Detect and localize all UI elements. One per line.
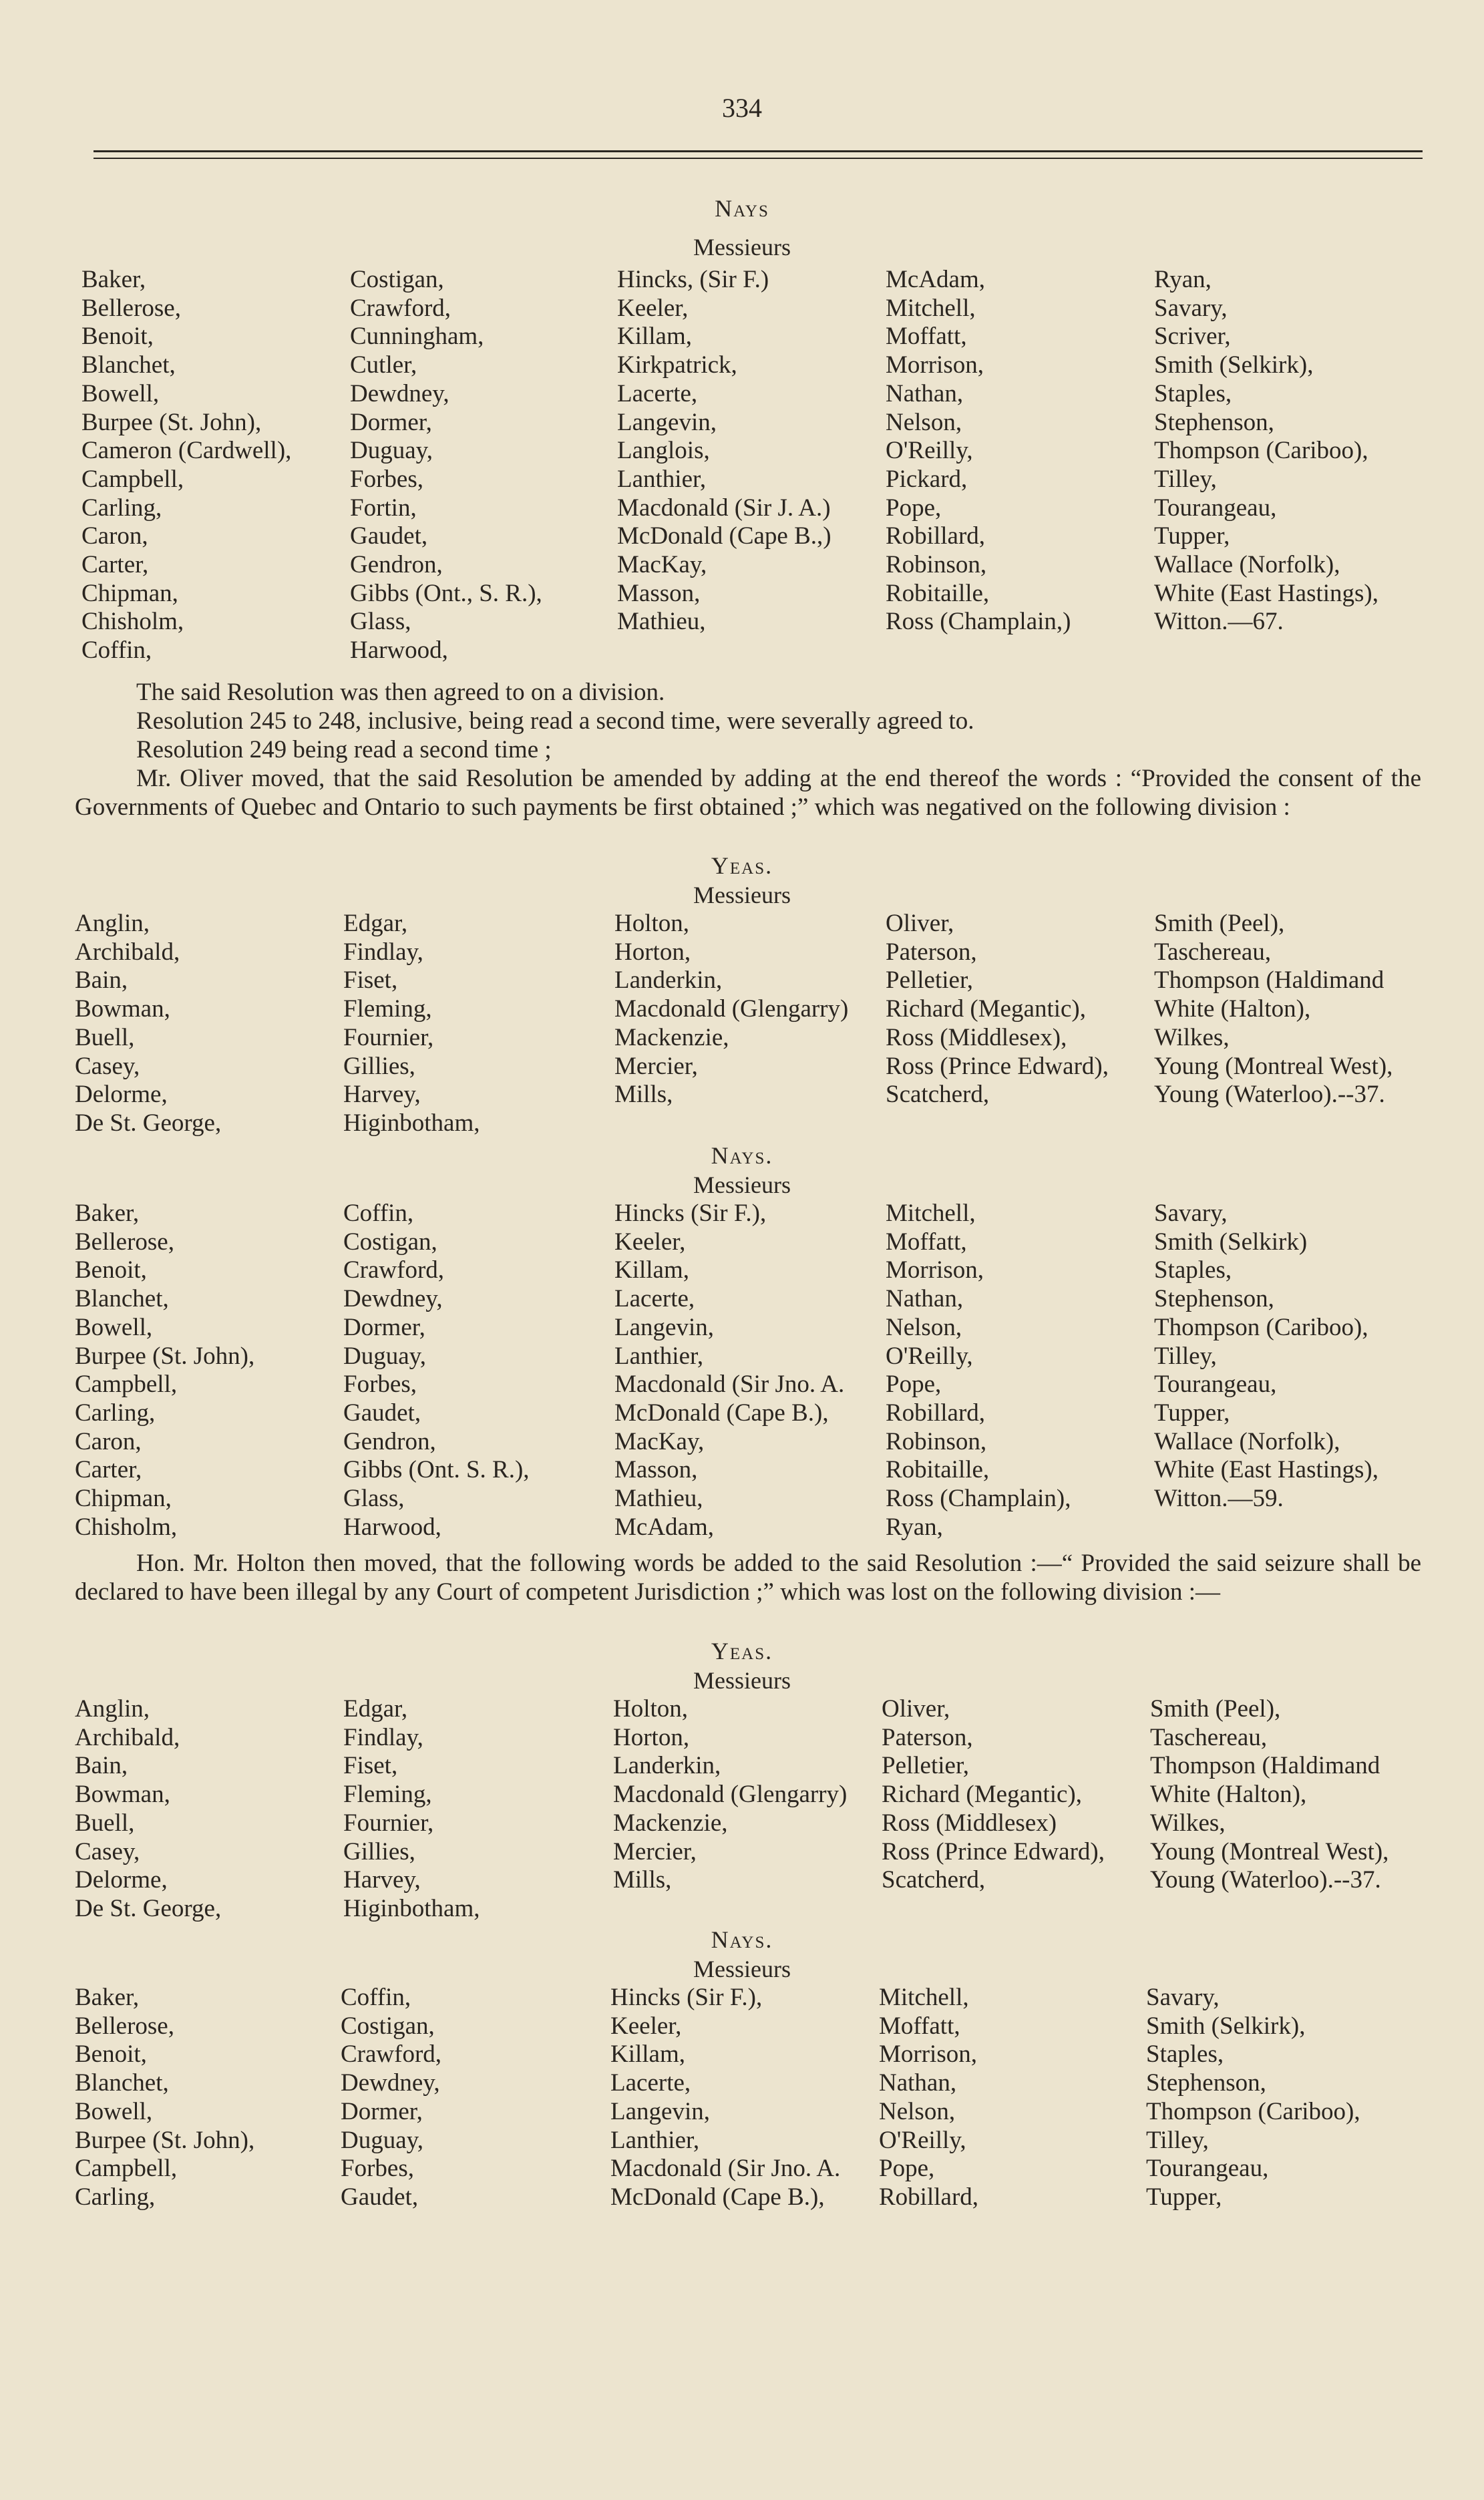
member-name: Richard (Megantic), [882,1781,1082,1809]
member-name: Savary, [1146,1984,1220,2011]
div2-nays-col-1 [75,1200,254,1542]
member-name: Pope, [879,2155,935,2183]
member-name: Mackenzie, [614,1023,729,1051]
member-name: Buell, [75,1809,135,1837]
div2-yeas-col-1 [75,910,221,1138]
member-name: Ross (Champlain,) [886,608,1071,636]
paragraph-resolution-249: Resolution 249 being read a second time ; [136,736,552,763]
member-name: Forbes, [341,2155,414,2183]
member-name: Paterson, [886,938,977,966]
div1-col-2 [350,266,542,665]
member-name: Tourangeau, [1154,494,1277,522]
member-name: Young (Montreal West), [1150,1837,1389,1865]
member-name: Harvey, [343,1866,421,1894]
member-name: Moffatt, [886,323,967,351]
member-name: Costigan, [343,1228,437,1256]
member-name: Horton, [614,938,691,966]
member-name: Keeler, [614,1228,686,1256]
member-name: Wallace (Norfolk), [1154,551,1340,579]
div2-yeas-col-2 [343,910,480,1138]
member-name: Baker, [81,266,146,293]
member-name: McAdam, [886,266,985,293]
member-name: Coffin, [341,1984,411,2011]
member-name: Dormer, [350,408,432,436]
member-name: Chisholm, [81,608,184,636]
member-name: Bellerose, [75,1228,174,1256]
member-name: Paterson, [882,1723,973,1751]
member-name: Cunningham, [350,323,484,351]
member-name: Fournier, [343,1023,434,1051]
member-name: Carter, [81,551,149,579]
member-name: Tupper, [1154,522,1230,550]
member-name: Delorme, [75,1081,168,1109]
member-name: Lacerte, [614,1285,695,1313]
member-name: Cutler, [350,351,417,379]
member-name: Benoit, [81,323,154,351]
member-name: Edgar, [343,1695,408,1723]
member-name: Chisholm, [75,1513,178,1541]
member-name: Gaudet, [341,2183,419,2211]
member-name: Duguay, [343,1342,426,1370]
member-name: Savary, [1154,1200,1228,1227]
member-name: Gaudet, [350,522,428,550]
member-name: Duguay, [341,2126,423,2154]
member-name: Bain, [75,1752,128,1780]
member-name: Crawford, [350,294,451,322]
member-name: Bain, [75,966,128,995]
member-name: Thompson (Haldimand [1150,1752,1380,1780]
messieurs-nays-2: Messieurs [693,1172,791,1198]
member-name: Thompson (Cariboo), [1146,2097,1360,2125]
member-name: Nelson, [886,408,962,436]
member-name: Bowell, [75,2097,153,2125]
member-name: Tilley, [1154,1342,1217,1370]
member-name: Fiset, [343,1752,398,1780]
member-name: O'Reilly, [886,1342,973,1370]
member-name: Oliver, [886,910,954,937]
member-name: Mitchell, [879,1984,969,2011]
member-name: Tourangeau, [1154,1371,1277,1399]
member-name: Burpee (St. John), [81,408,262,436]
div3-yeas-col-3 [613,1695,847,1895]
member-name: Gibbs (Ont., S. R.), [350,579,542,607]
member-name: Lacerte, [617,379,698,407]
member-name: Keeler, [617,294,689,322]
member-name: Dewdney, [350,379,449,407]
member-name: Fournier, [343,1809,434,1837]
member-name: Robillard, [886,522,986,550]
member-name: Baker, [75,1200,140,1227]
member-name: Carling, [75,2183,156,2211]
member-name: Robitaille, [886,579,990,607]
member-name: Pickard, [886,465,968,493]
member-name: Tilley, [1146,2126,1209,2154]
member-name: Smith (Selkirk) [1154,1228,1308,1256]
member-name: Mackenzie, [613,1809,728,1837]
member-name: Gillies, [343,1052,415,1080]
div2-nays-col-4 [886,1200,1071,1542]
member-name: Bowman, [75,1781,170,1809]
member-name: Archibald, [75,1723,180,1751]
div3-nays-col-5 [1146,1984,1360,2212]
top-rule [94,150,1423,152]
member-name: Delorme, [75,1866,168,1894]
member-name: Burpee (St. John), [75,1342,255,1370]
member-name: Young (Waterloo).--37. [1154,1081,1385,1109]
member-name: Hincks, (Sir F.) [617,266,769,293]
member-name: Chipman, [81,579,178,607]
div3-yeas-col-2 [343,1695,480,1924]
div3-yeas-col-5 [1150,1695,1388,1895]
member-name: Morrison, [886,1256,984,1284]
member-name: Thompson (Cariboo), [1154,1313,1368,1341]
member-name: Costigan, [341,2012,435,2040]
member-name: Nathan, [879,2069,957,2097]
member-name: Forbes, [350,465,423,493]
member-name: Staples, [1154,379,1232,407]
messieurs-3: Messieurs [693,1667,791,1694]
member-name: Edgar, [343,910,408,937]
member-name: Harwood, [343,1513,441,1541]
member-name: Mercier, [614,1052,698,1080]
member-name: Carling, [81,494,162,522]
member-name: Robinson, [886,1427,987,1455]
member-name: Blanchet, [75,2069,169,2097]
member-name: Hincks (Sir F.), [610,1984,763,2011]
member-name: Fiset, [343,966,398,995]
page-number: 334 [722,93,762,123]
member-name: Coffin, [343,1200,414,1227]
member-name: MacKay, [617,551,707,579]
member-name: Wallace (Norfolk), [1154,1427,1340,1455]
member-name: Killam, [610,2040,686,2069]
member-name: Robinson, [886,551,987,579]
member-name: Costigan, [350,266,444,293]
member-name: Langevin, [610,2097,710,2125]
member-name: Mitchell, [886,294,976,322]
member-name: Coffin, [81,637,152,665]
member-name: Tupper, [1154,1399,1230,1427]
member-name: Cameron (Cardwell), [81,437,292,465]
member-name: Campbell, [81,465,184,493]
div3-nays-col-4 [879,1984,978,2212]
member-name: Gaudet, [343,1399,421,1427]
member-name: Robitaille, [886,1456,990,1484]
member-name: Buell, [75,1023,135,1051]
member-name: Smith (Selkirk), [1146,2012,1306,2040]
member-name: Caron, [81,522,148,550]
member-name: Macdonald (Sir Jno. A. [610,2155,841,2183]
member-name: Macdonald (Glengarry) [614,995,849,1023]
member-name: Nathan, [886,1285,964,1313]
messieurs-nays-3: Messieurs [693,1956,791,1982]
div2-nays-col-2 [343,1200,530,1542]
member-name: Landerkin, [614,966,723,995]
member-name: Dewdney, [341,2069,440,2097]
member-name: Kirkpatrick, [617,351,737,379]
member-name: Gendron, [343,1427,436,1455]
paragraph-agreed: The said Resolution was then agreed to on a division. [136,679,665,706]
member-name: Staples, [1154,1256,1232,1284]
member-name: Langevin, [614,1313,714,1341]
member-name: Bowman, [75,995,170,1023]
member-name: Findlay, [343,938,423,966]
member-name: Holton, [613,1695,689,1723]
member-name: Tourangeau, [1146,2155,1269,2183]
member-name: Wilkes, [1150,1809,1226,1837]
member-name: Langlois, [617,437,710,465]
member-name: Morrison, [886,351,984,379]
member-name: Smith (Selkirk), [1154,351,1314,379]
member-name: Ross (Prince Edward), [886,1052,1109,1080]
member-name: Stephenson, [1146,2069,1266,2097]
div2-nays-col-3 [614,1200,844,1542]
member-name: Horton, [613,1723,690,1751]
member-name: McDonald (Cape B.), [614,1399,829,1427]
member-name: McDonald (Cape B.), [610,2183,825,2211]
div2-nays-col-5 [1154,1200,1378,1513]
div3-yeas-col-1 [75,1695,221,1924]
member-name: Forbes, [343,1371,417,1399]
div3-nays-col-3 [610,1984,840,2212]
div2-yeas-col-5 [1154,910,1393,1109]
yeas-heading-3: Yeas. [711,1638,773,1664]
member-name: Macdonald (Sir J. A.) [617,494,831,522]
member-name: Bellerose, [81,294,181,322]
div1-col-3 [617,266,831,637]
member-name: Ross (Champlain), [886,1485,1071,1513]
member-name: Ryan, [1154,266,1212,293]
member-name: Dormer, [341,2097,423,2125]
member-name: Campbell, [75,1371,178,1399]
member-name: Blanchet, [81,351,176,379]
member-name: Tupper, [1146,2183,1222,2211]
member-name: Harwood, [350,637,448,665]
member-name: Killam, [617,323,693,351]
member-name: McDonald (Cape B.,) [617,522,831,550]
member-name: Stephenson, [1154,408,1274,436]
member-name: Killam, [614,1256,690,1284]
member-name: Gibbs (Ont. S. R.), [343,1456,530,1484]
member-name: Baker, [75,1984,140,2011]
member-name: Fleming, [343,1781,432,1809]
member-name: White (East Hastings), [1154,1456,1378,1484]
member-name: Scatcherd, [886,1081,990,1109]
member-name: Scriver, [1154,323,1231,351]
member-name: Crawford, [343,1256,445,1284]
member-name: Nelson, [879,2097,956,2125]
paragraph-oliver-motion: Mr. Oliver moved, that the said Resolution be amended by adding at the end thereof the words : “Provided the consent of the Governments of Quebec and Ontario to such payments be first obtained ;” which was negatived on the following division : [75,765,1421,821]
div2-yeas-col-4 [886,910,1109,1109]
member-name: White (East Hastings), [1154,579,1378,607]
member-name: Casey, [75,1052,140,1080]
member-name: Young (Montreal West), [1154,1052,1393,1080]
nays-heading-1: Nays [715,195,769,222]
member-name: Mills, [614,1081,673,1109]
member-name: Mitchell, [886,1200,976,1227]
member-name: Pelletier, [882,1752,970,1780]
member-name: Harvey, [343,1081,421,1109]
member-name: Macdonald (Sir Jno. A. [614,1371,845,1399]
member-name: Mills, [613,1866,672,1894]
member-name: Carling, [75,1399,156,1427]
div1-col-5 [1154,266,1378,637]
member-name: Mathieu, [614,1485,703,1513]
member-name: MacKay, [614,1427,705,1455]
member-name: Richard (Megantic), [886,995,1086,1023]
member-name: Robillard, [879,2183,979,2211]
member-name: Nathan, [886,379,964,407]
member-name: Nelson, [886,1313,962,1341]
member-name: White (Halton), [1154,995,1311,1023]
div1-col-4 [886,266,1071,637]
member-name: O'Reilly, [886,437,973,465]
member-name: Taschereau, [1150,1723,1268,1751]
member-name: Mercier, [613,1837,697,1865]
member-name: Smith (Peel), [1150,1695,1281,1723]
member-name: Bowell, [75,1313,153,1341]
member-name: Ryan, [886,1513,943,1541]
member-name: Archibald, [75,938,180,966]
member-name: Bowell, [81,379,160,407]
member-name: Tilley, [1154,465,1217,493]
member-name: Ross (Middlesex), [886,1023,1067,1051]
member-name: McAdam, [614,1513,714,1541]
member-name: Lanthier, [610,2126,700,2154]
member-name: Dormer, [343,1313,425,1341]
member-name: Moffatt, [879,2012,960,2040]
member-name: Lanthier, [614,1342,704,1370]
member-name: Bellerose, [75,2012,174,2040]
yeas-heading-2: Yeas. [711,852,773,879]
member-name: Pope, [886,1371,942,1399]
member-name: Gendron, [350,551,443,579]
div1-col-1 [81,266,291,665]
member-name: Campbell, [75,2155,178,2183]
member-name: Masson, [614,1456,698,1484]
member-name: Robillard, [886,1399,986,1427]
member-name: Ross (Prince Edward), [882,1837,1105,1865]
member-name: Morrison, [879,2040,977,2069]
paragraph-resolution-245: Resolution 245 to 248, inclusive, being read a second time, were severally agreed to. [136,707,974,735]
nays-heading-3: Nays. [711,1926,773,1953]
member-name: Higinbotham, [343,1109,480,1137]
member-name: Moffatt, [886,1228,967,1256]
member-name: Caron, [75,1427,142,1455]
member-name: Smith (Peel), [1154,910,1285,937]
member-name: Duguay, [350,437,433,465]
member-name: Benoit, [75,1256,147,1284]
member-name: Carter, [75,1456,142,1484]
member-name: Fleming, [343,995,432,1023]
member-name: Landerkin, [613,1752,721,1780]
member-name: Higinbotham, [343,1894,480,1922]
member-name: Masson, [617,579,701,607]
messieurs-2: Messieurs [693,882,791,908]
member-name: Witton.—59. [1154,1485,1284,1513]
member-name: Stephenson, [1154,1285,1274,1313]
member-name: Wilkes, [1154,1023,1230,1051]
top-rule-thin [94,158,1423,159]
member-name: Findlay, [343,1723,423,1751]
member-name: Anglin, [75,910,150,937]
messieurs-1: Messieurs [693,234,791,260]
member-name: Lacerte, [610,2069,691,2097]
member-name: Dewdney, [343,1285,443,1313]
member-name: Savary, [1154,294,1228,322]
member-name: Langevin, [617,408,717,436]
member-name: O'Reilly, [879,2126,966,2154]
member-name: Holton, [614,910,690,937]
member-name: Scatcherd, [882,1866,986,1894]
nays-heading-2: Nays. [711,1142,773,1169]
member-name: Benoit, [75,2040,147,2069]
member-name: Fortin, [350,494,417,522]
member-name: Oliver, [882,1695,950,1723]
div3-yeas-col-4 [882,1695,1105,1895]
member-name: Gillies, [343,1837,415,1865]
member-name: Taschereau, [1154,938,1272,966]
member-name: Thompson (Haldimand [1154,966,1384,995]
member-name: Pelletier, [886,966,974,995]
member-name: Glass, [343,1485,405,1513]
member-name: De St. George, [75,1109,222,1137]
member-name: Casey, [75,1837,140,1865]
div3-nays-col-1 [75,1984,254,2212]
member-name: Lanthier, [617,465,707,493]
member-name: Blanchet, [75,1285,169,1313]
div3-nays-col-2 [341,1984,441,2212]
member-name: Pope, [886,494,942,522]
member-name: Ross (Middlesex) [882,1809,1057,1837]
member-name: Crawford, [341,2040,442,2069]
member-name: Hincks (Sir F.), [614,1200,767,1227]
member-name: Macdonald (Glengarry) [613,1781,848,1809]
div2-yeas-col-3 [614,910,848,1109]
paragraph-holton-motion: Hon. Mr. Holton then moved, that the following words be added to the said Resolution :—“ Provided the said seizure shall be declared to have been illegal by any Court of competent Jurisdiction ;” which was lost on the following division :— [75,1550,1421,1606]
member-name: Glass, [350,608,411,636]
member-name: Burpee (St. John), [75,2126,255,2154]
member-name: Chipman, [75,1485,172,1513]
member-name: Staples, [1146,2040,1224,2069]
member-name: Mathieu, [617,608,706,636]
member-name: Young (Waterloo).--37. [1150,1866,1381,1894]
member-name: De St. George, [75,1894,222,1922]
member-name: Thompson (Cariboo), [1154,437,1368,465]
member-name: Anglin, [75,1695,150,1723]
member-name: White (Halton), [1150,1781,1307,1809]
member-name: Keeler, [610,2012,682,2040]
member-name: Witton.—67. [1154,608,1284,636]
